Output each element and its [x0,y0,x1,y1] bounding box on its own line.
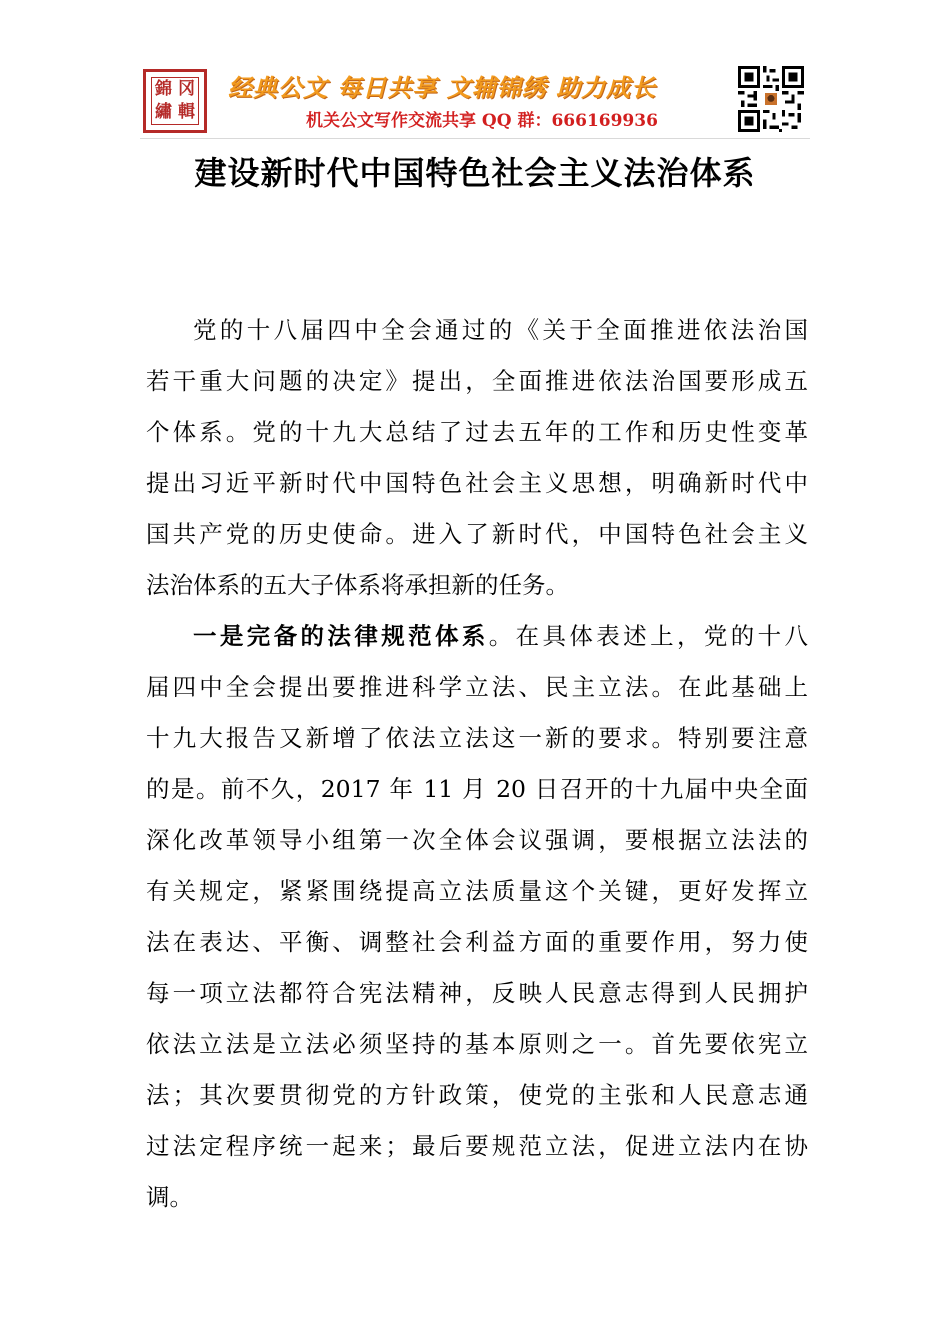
paragraph2-line: 深化改革领导小组第一次全体会议强调，要根据立法法的 [146,826,808,854]
paragraph2-line: 法在表达、平衡、调整社会利益方面的重要作用，努力使 [146,928,808,956]
paragraph2-line: 的是。前不久，2017 年 11 月 20 日召开的十九届中央全面 [146,775,808,803]
paragraph1-line: 国共产党的历史使命。进入了新时代，中国特色社会主义 [146,520,808,548]
qr-code-icon[interactable] [738,66,804,132]
paragraph1-line: 法治体系的五大子体系将承担新的任务。 [146,571,569,599]
paragraph2-line: 调。 [146,1183,193,1211]
paragraph2-lead-bold: 一是完备的法律规范体系 [193,622,489,650]
paragraph2-line: 法；其次要贯彻党的方针政策，使党的主张和人民意志通 [146,1081,808,1109]
paragraph1-line: 若干重大问题的决定》提出，全面推进依法治国要形成五 [146,367,808,395]
qq-group-text: 机关公文写作交流共享 QQ 群：666169936 [306,111,658,131]
paragraph2-line: 届四中全会提出要推进科学立法、民主立法。在此基础上 [146,673,808,701]
paragraph1-line: 提出习近平新时代中国特色社会主义思想，明确新时代中 [146,469,808,497]
paragraph2-lead-rest: 。在具体表述上，党的十八 [488,622,808,650]
header-divider [140,138,810,139]
seal-logo [143,69,207,133]
paragraph1-line: 党的十八届四中全会通过的《关于全面推进依法治国 [193,316,808,344]
seal-char: 輯 [178,102,195,122]
paragraph2-first-line [146,611,808,662]
paragraph2-line: 十九大报告又新增了依法立法这一新的要求。特别要注意 [146,724,808,752]
seal-inner [151,77,199,125]
seal-char: 冈 [178,79,195,99]
document-body [146,305,808,1223]
header-slogan: 经典公文 每日共享 文辅锦绣 助力成长 [228,74,657,102]
document-title: 建设新时代中国特色社会主义法治体系 [194,154,756,192]
paragraph2-line: 过法定程序统一起来；最后要规范立法，促进立法内在协 [146,1132,808,1160]
header-banner [140,66,810,138]
paragraph2-line: 每一项立法都符合宪法精神，反映人民意志得到人民拥护 [146,979,808,1007]
paragraph1-line: 个体系。党的十九大总结了过去五年的工作和历史性变革 [146,418,808,446]
seal-char: 錦 [155,79,172,99]
paragraph2-line: 依法立法是立法必须坚持的基本原则之一。首先要依宪立 [146,1030,808,1058]
seal-char: 繡 [155,102,172,122]
paragraph2-line: 有关规定，紧紧围绕提高立法质量这个关键，更好发挥立 [146,877,808,905]
